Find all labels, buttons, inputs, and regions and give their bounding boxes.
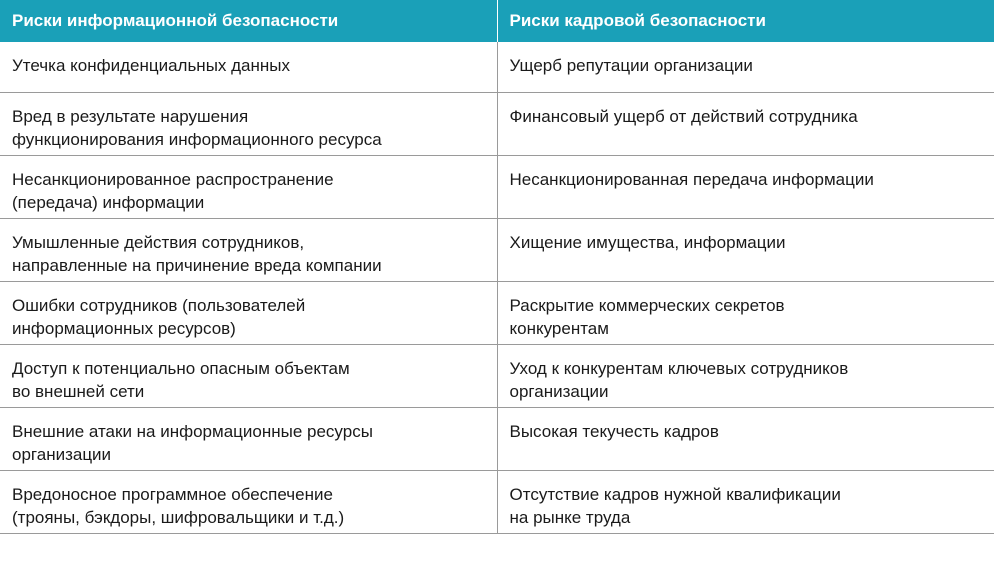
table-row bbox=[0, 42, 994, 92]
cell-info-risk bbox=[0, 344, 497, 407]
table-row bbox=[0, 218, 994, 281]
cell-info-risk bbox=[0, 92, 497, 155]
cell-text-line: (передача) информации bbox=[12, 192, 205, 212]
cell-text-line: Умышленные действия сотрудников, bbox=[12, 232, 305, 252]
header-info-security: Риски информационной безопасности bbox=[0, 0, 497, 42]
header-hr-security: Риски кадровой безопасности bbox=[497, 0, 994, 42]
cell-info-risk bbox=[0, 407, 497, 470]
cell-text-line: Уход к конкурентам ключевых сотрудников bbox=[509, 358, 849, 378]
cell-text-line: Внешние атаки на информационные ресурсы bbox=[12, 421, 373, 441]
cell-text-line: Ущерб репутации организации bbox=[509, 56, 753, 75]
cell-text-line: (трояны, бэкдоры, шифровальщики и т.д.) bbox=[12, 507, 345, 527]
cell-text-line: информационных ресурсов) bbox=[12, 318, 236, 338]
cell-text-line: Ошибки сотрудников (пользователей bbox=[12, 295, 306, 315]
table-header-row bbox=[0, 0, 994, 42]
cell-text-line: организации bbox=[12, 444, 112, 464]
cell-text-line: направленные на причинение вреда компании bbox=[12, 255, 382, 275]
cell-info-risk bbox=[0, 218, 497, 281]
cell-text-line: Высокая текучесть кадров bbox=[509, 421, 719, 441]
cell-info-risk bbox=[0, 42, 497, 92]
cell-hr-risk bbox=[497, 42, 994, 92]
table-row bbox=[0, 344, 994, 407]
cell-text-line: Несанкционированная передача информации bbox=[509, 169, 874, 189]
table-row bbox=[0, 407, 994, 470]
cell-hr-risk bbox=[497, 407, 994, 470]
table-row bbox=[0, 92, 994, 155]
cell-info-risk bbox=[0, 155, 497, 218]
cell-info-risk bbox=[0, 470, 497, 533]
cell-text-line: конкурентам bbox=[509, 318, 609, 338]
cell-text-line: Несанкционированное распространение bbox=[12, 169, 334, 189]
cell-text-line: на рынке труда bbox=[509, 507, 631, 527]
cell-text-line: во внешней сети bbox=[12, 381, 145, 401]
cell-text-line: Финансовый ущерб от действий сотрудника bbox=[509, 106, 858, 126]
cell-text-line: Отсутствие кадров нужной квалификации bbox=[509, 484, 841, 504]
cell-hr-risk bbox=[497, 281, 994, 344]
cell-info-risk bbox=[0, 281, 497, 344]
cell-hr-risk bbox=[497, 155, 994, 218]
cell-text-line: Доступ к потенциально опасным объектам bbox=[12, 358, 350, 378]
cell-text-line: Вредоносное программное обеспечение bbox=[12, 484, 333, 504]
table-row bbox=[0, 281, 994, 344]
cell-hr-risk bbox=[497, 344, 994, 407]
table-row bbox=[0, 155, 994, 218]
cell-text-line: Вред в результате нарушения bbox=[12, 106, 249, 126]
table-row bbox=[0, 470, 994, 533]
cell-text-line: Раскрытие коммерческих секретов bbox=[509, 295, 785, 315]
cell-text-line: функционирования информационного ресурса bbox=[12, 129, 382, 149]
cell-hr-risk bbox=[497, 92, 994, 155]
cell-text-line: Хищение имущества, информации bbox=[509, 232, 786, 252]
cell-hr-risk bbox=[497, 218, 994, 281]
table-body bbox=[0, 42, 994, 533]
cell-hr-risk bbox=[497, 470, 994, 533]
cell-text-line: Утечка конфиденциальных данных bbox=[12, 56, 291, 75]
cell-text-line: организации bbox=[509, 381, 609, 401]
